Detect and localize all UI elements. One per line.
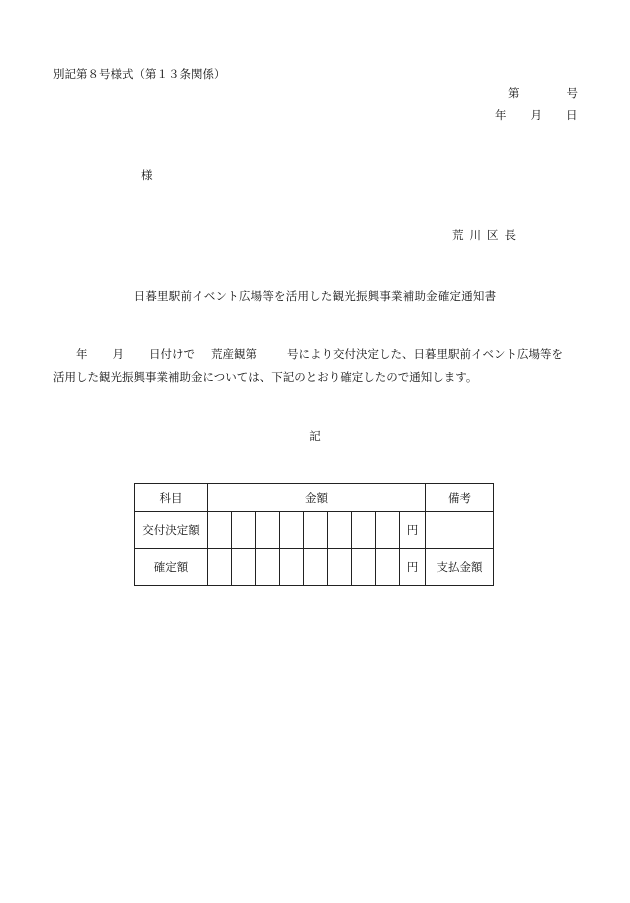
- body-rest: 号により交付決定した、日暮里駅前イベント広場等を: [287, 347, 563, 361]
- body-month: 月: [112, 347, 124, 361]
- recipient-suffix: 様: [141, 168, 153, 182]
- digit-cell[interactable]: [352, 549, 376, 586]
- header-subject: 科目: [135, 484, 208, 512]
- yen-unit: 円: [400, 512, 426, 549]
- document-number: [508, 85, 578, 101]
- ki-heading: 記: [309, 429, 321, 443]
- digit-cell[interactable]: [208, 512, 232, 549]
- date-month: 月: [530, 108, 542, 122]
- table-row: [135, 549, 494, 586]
- body-year: 年: [76, 347, 88, 361]
- digit-cell[interactable]: [232, 512, 256, 549]
- body-dated: 日付けで: [149, 347, 195, 361]
- digit-cell[interactable]: [328, 549, 352, 586]
- body-line-2: 活用した観光振興事業補助金については、下記のとおり確定したので通知します。: [53, 370, 478, 384]
- body-ref: 荒産観第: [211, 347, 257, 361]
- row-remark[interactable]: [426, 512, 494, 549]
- row-remark: 支払金額: [426, 549, 494, 586]
- digit-cell[interactable]: [376, 512, 400, 549]
- digit-cell[interactable]: [256, 512, 280, 549]
- digit-cell[interactable]: [328, 512, 352, 549]
- header-remarks: 備考: [426, 484, 494, 512]
- amount-table: [134, 483, 494, 586]
- table-header-row: [135, 484, 494, 512]
- digit-cell[interactable]: [280, 549, 304, 586]
- digit-cell[interactable]: [280, 512, 304, 549]
- digit-cell[interactable]: [376, 549, 400, 586]
- body-line-1: [76, 346, 563, 362]
- digit-cell[interactable]: [304, 512, 328, 549]
- digit-cell[interactable]: [232, 549, 256, 586]
- document-title: 日暮里駅前イベント広場等を活用した観光振興事業補助金確定通知書: [133, 289, 497, 303]
- digit-cell[interactable]: [352, 512, 376, 549]
- form-number: 別記第８号様式（第１３条関係）: [53, 67, 226, 81]
- issue-date: [495, 107, 578, 123]
- table-row: [135, 512, 494, 549]
- date-year: 年: [495, 108, 507, 122]
- digit-cell[interactable]: [256, 549, 280, 586]
- row-label: 確定額: [135, 549, 208, 586]
- doc-number-suffix: 号: [566, 86, 578, 100]
- date-day: 日: [566, 108, 578, 122]
- issuer: 荒川区長: [452, 228, 522, 242]
- header-amount: 金額: [208, 484, 426, 512]
- row-label: 交付決定額: [135, 512, 208, 549]
- digit-cell[interactable]: [208, 549, 232, 586]
- yen-unit: 円: [400, 549, 426, 586]
- digit-cell[interactable]: [304, 549, 328, 586]
- doc-number-prefix: 第: [508, 86, 520, 100]
